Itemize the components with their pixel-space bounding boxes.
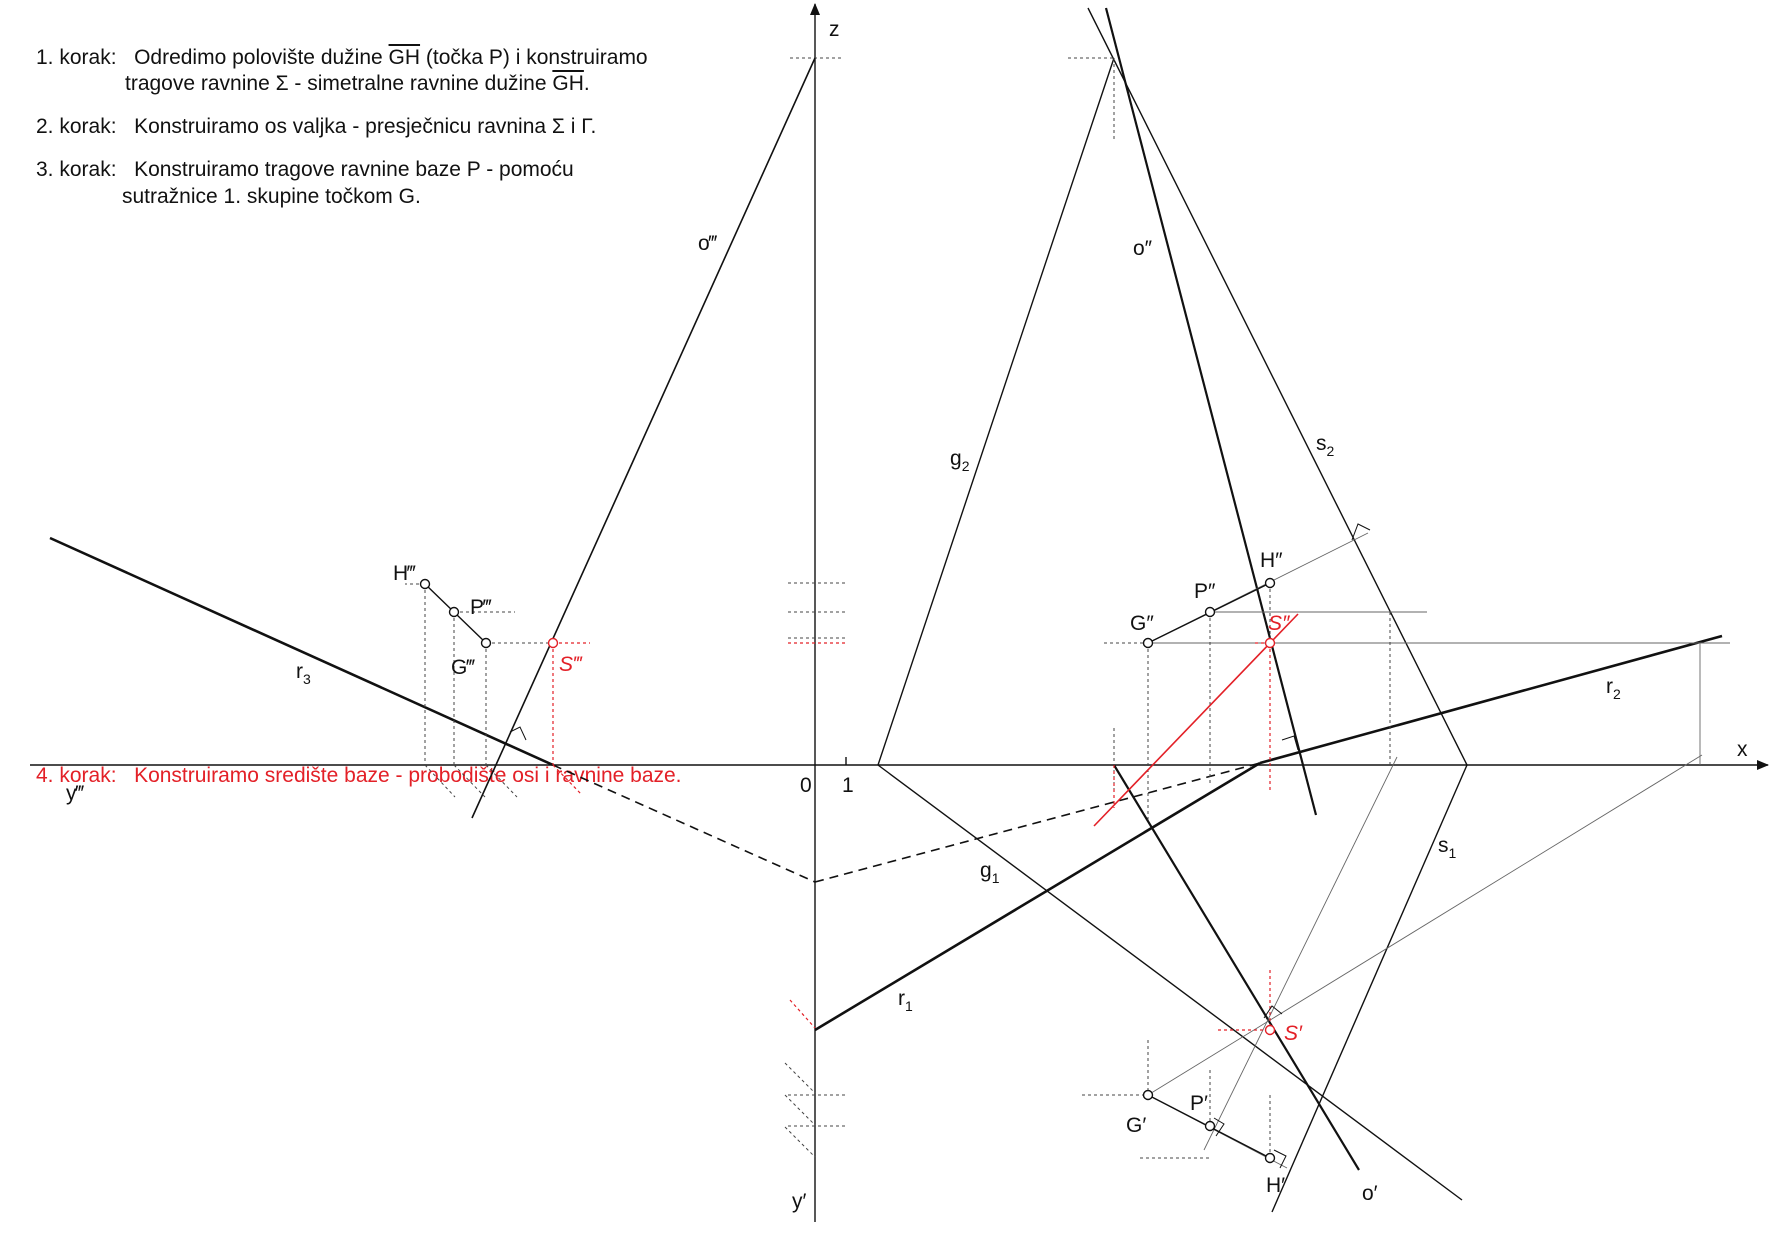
point-s1 — [1266, 1026, 1275, 1035]
right-angle-mark — [1274, 1150, 1286, 1168]
label-r3: $r_3$ — [296, 660, 311, 687]
point-g3 — [482, 639, 491, 648]
label-h3: H‴ — [393, 562, 416, 585]
step-1-line-1: 1. korak: Odredimo polovište dužine $\overline{GH}$ (točka P) i konstruiramo — [36, 46, 648, 69]
step-4-number: 4. korak: — [36, 764, 117, 787]
label-o3: o‴ — [698, 232, 718, 255]
point-p2 — [1206, 608, 1215, 617]
step-2: 2. korak: Konstruiramo os valjka - presječnicu ravnina Σ i Γ. — [36, 115, 597, 138]
label-r1: $r_1$ — [898, 987, 913, 1014]
line-s1 — [1272, 765, 1467, 1212]
segment-gh: $\overline{GH}$ — [552, 72, 584, 95]
step-3-line-2: sutražnice 1. skupine točkom G. — [122, 185, 421, 208]
point-g1 — [1144, 1091, 1153, 1100]
point-h2 — [1266, 579, 1275, 588]
label-r2: $r_2$ — [1606, 675, 1621, 702]
point-g2 — [1144, 639, 1153, 648]
point-p1 — [1206, 1122, 1215, 1131]
step-3-line-1: 3. korak: Konstruiramo tragove ravnine baze Ρ - pomoću — [36, 158, 574, 181]
step-1-line-2: tragove ravnine Σ - simetralne ravnine dužine $\overline{GH}$. — [125, 72, 590, 95]
label-s2: $s_2$ — [1316, 432, 1335, 459]
y1-axis-label: y′ — [792, 1190, 807, 1213]
line-r3-dashed — [553, 765, 815, 882]
right-angle-mark — [1352, 524, 1370, 540]
label-g1: $g_1$ — [980, 859, 1000, 886]
line-g1 — [878, 765, 1462, 1200]
label-s1-point: S′ — [1284, 1022, 1302, 1045]
point-p3 — [450, 608, 459, 617]
unit-label: 1 — [842, 774, 854, 797]
label-o2: o″ — [1133, 237, 1153, 260]
label-g1-point: G′ — [1126, 1114, 1147, 1137]
front-construction — [1068, 58, 1390, 1158]
step-1-number: 1. korak: — [36, 46, 117, 69]
point-h3 — [421, 580, 430, 589]
origin-label: 0 — [800, 774, 812, 797]
label-h1: H′ — [1266, 1174, 1286, 1197]
line-r3 — [50, 538, 553, 765]
point-s3 — [549, 639, 558, 648]
line-r2 — [1260, 636, 1722, 763]
x-axis-label: x — [1737, 738, 1748, 761]
z-axis-red-ticks — [788, 643, 845, 1028]
label-g3: G‴ — [451, 656, 475, 679]
point-h1 — [1266, 1154, 1275, 1163]
label-p1: P′ — [1190, 1092, 1208, 1115]
line-g2 — [878, 58, 1114, 765]
label-p2: P″ — [1194, 580, 1216, 603]
step-2-number: 2. korak: — [36, 115, 117, 138]
point-s2 — [1266, 639, 1275, 648]
line-r1-dashed — [815, 763, 1260, 882]
label-h2: H″ — [1260, 549, 1283, 572]
label-s3: S‴ — [559, 653, 581, 676]
line-s2 — [1088, 8, 1467, 765]
label-o1: o′ — [1362, 1182, 1378, 1205]
label-g2-point: G″ — [1130, 612, 1154, 635]
label-p3: P‴ — [470, 596, 492, 619]
label-s2-point: S″ — [1268, 612, 1290, 635]
step-4: 4. korak: Konstruiramo središte baze - probodište osi i ravnine baze. — [36, 764, 682, 787]
label-s1: $s_1$ — [1438, 834, 1457, 861]
y3-axis-label: y‴ — [66, 782, 84, 805]
step-3-number: 3. korak: — [36, 158, 117, 181]
label-g2: $g_2$ — [950, 447, 970, 474]
line-o3 — [472, 58, 815, 818]
line-o2 — [1106, 8, 1316, 815]
segment-gh: $\overline{GH}$ — [388, 46, 421, 69]
z-axis-label: z — [829, 18, 840, 41]
